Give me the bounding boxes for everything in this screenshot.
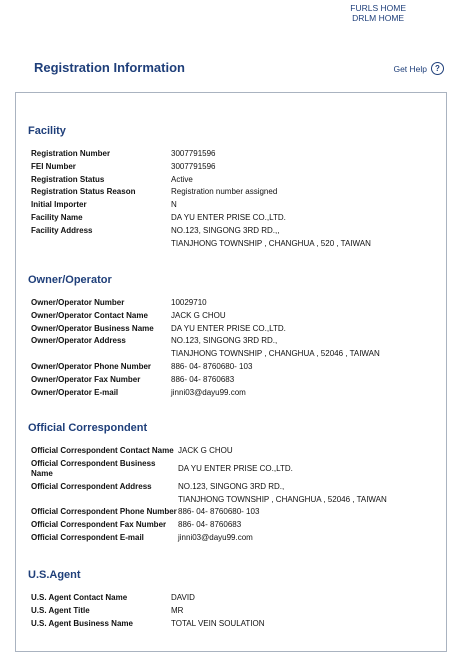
- furls-home-link[interactable]: FURLS HOME: [350, 3, 406, 13]
- get-help-label: Get Help: [393, 63, 427, 74]
- owner-operator-section: [28, 273, 448, 399]
- row-value: TIANJHONG TOWNSHIP , CHANGHUA , 52046 , TAIWAN: [171, 349, 380, 359]
- section-title: U.S.Agent: [28, 569, 81, 581]
- row-label: Official Correspondent Phone Number: [31, 507, 177, 517]
- table-row: [28, 310, 448, 323]
- row-label: Owner/Operator E-mail: [31, 387, 119, 397]
- table-row: [28, 506, 448, 519]
- table-row: [28, 186, 448, 199]
- row-label: [28, 348, 171, 361]
- row-label: Registration Status: [31, 174, 105, 184]
- row-label: Owner/Operator Address: [31, 336, 126, 346]
- table-row: [28, 481, 448, 494]
- row-value: 886- 04- 8760680- 103: [171, 361, 253, 371]
- table-row: [28, 445, 448, 458]
- table-row: [28, 174, 448, 187]
- question-circle-icon: ?: [431, 62, 444, 75]
- facility-section: [28, 124, 448, 250]
- row-label: Registration Number: [31, 149, 111, 158]
- facility-rows: [28, 148, 448, 250]
- top-links: [350, 3, 406, 23]
- table-row: [28, 519, 448, 532]
- row-value: DA YU ENTER PRISE CO.,LTD.: [171, 323, 286, 333]
- row-label: Registration Status Reason: [31, 187, 136, 197]
- row-value: N: [171, 200, 177, 210]
- row-label: Official Correspondent Address: [31, 481, 152, 491]
- row-value: TIANJHONG TOWNSHIP , CHANGHUA , 520 , TAIWAN: [171, 238, 371, 248]
- table-row: [28, 374, 448, 387]
- row-value: DAVID: [171, 593, 195, 602]
- row-label: [28, 238, 171, 251]
- drlm-home-link[interactable]: DRLM HOME: [352, 13, 405, 23]
- table-row: [28, 148, 448, 161]
- table-row: [28, 212, 448, 225]
- row-label: U.S. Agent Title: [31, 605, 90, 615]
- page-title: Registration Information: [34, 60, 185, 75]
- section-title: Owner/Operator: [28, 274, 112, 286]
- us-agent-section: [28, 568, 448, 630]
- table-row: [28, 348, 448, 361]
- get-help-link[interactable]: [393, 62, 444, 75]
- row-label: Facility Address: [31, 225, 93, 235]
- row-label: FEI Number: [31, 161, 76, 171]
- row-value: 3007791596: [171, 149, 216, 158]
- row-value: DA YU ENTER PRISE CO.,LTD.: [171, 212, 286, 222]
- official-correspondent-rows: [28, 445, 448, 545]
- row-value: 3007791596: [171, 161, 216, 171]
- row-label: Official Correspondent Fax Number: [31, 520, 167, 530]
- row-label: Official Correspondent Contact Name: [31, 446, 174, 455]
- table-row: [28, 532, 448, 545]
- row-value: 886- 04- 8760683: [171, 374, 235, 384]
- row-value: JACK G CHOU: [178, 446, 233, 455]
- table-row: [28, 361, 448, 374]
- us-agent-rows: [28, 592, 448, 630]
- row-label: Official Correspondent E-mail: [31, 532, 144, 542]
- row-value: DA YU ENTER PRISE CO.,LTD.: [178, 463, 293, 473]
- row-value: NO.123, SINGONG 3RD RD.,,: [171, 225, 280, 235]
- section-title: Official Correspondent: [28, 422, 148, 434]
- table-row: [28, 605, 448, 618]
- row-label: U.S. Agent Contact Name: [31, 593, 128, 602]
- row-value: TOTAL VEIN SOULATION: [171, 618, 265, 628]
- row-value: NO.123, SINGONG 3RD RD.,: [171, 336, 278, 346]
- row-value: jinni03@dayu99.com: [171, 387, 246, 397]
- row-value: JACK G CHOU: [171, 310, 226, 320]
- row-value: NO.123, SINGONG 3RD RD.,: [178, 481, 285, 491]
- table-row: [28, 459, 448, 479]
- table-row: [28, 238, 448, 251]
- row-label: Facility Name: [31, 212, 83, 222]
- row-label: [28, 494, 178, 507]
- table-row: [28, 592, 448, 605]
- row-label: Owner/Operator Contact Name: [31, 310, 148, 320]
- table-row: [28, 335, 448, 348]
- owner-operator-rows: [28, 297, 448, 399]
- table-row: [28, 494, 448, 507]
- row-label: Owner/Operator Number: [31, 298, 125, 307]
- table-row: [28, 618, 448, 631]
- row-label: Initial Importer: [31, 200, 87, 210]
- row-value: Registration number assigned: [171, 187, 278, 197]
- row-value: 10029710: [171, 298, 207, 307]
- table-row: [28, 225, 448, 238]
- table-row: [28, 323, 448, 336]
- official-correspondent-section: [28, 421, 448, 545]
- row-value: jinni03@dayu99.com: [178, 532, 253, 542]
- row-value: 886- 04- 8760680- 103: [178, 507, 260, 517]
- table-row: [28, 199, 448, 212]
- row-label: Owner/Operator Phone Number: [31, 361, 152, 371]
- row-label: U.S. Agent Business Name: [31, 618, 133, 628]
- table-row: [28, 297, 448, 310]
- row-label: Owner/Operator Business Name: [31, 323, 154, 333]
- row-label: Owner/Operator Fax Number: [31, 374, 141, 384]
- table-row: [28, 161, 448, 174]
- table-row: [28, 387, 448, 400]
- row-label: Official Correspondent Business Name: [31, 458, 156, 478]
- row-value: TIANJHONG TOWNSHIP , CHANGHUA , 52046 , TAIWAN: [178, 494, 387, 504]
- section-title: Facility: [28, 125, 66, 137]
- row-value: 886- 04- 8760683: [178, 520, 242, 530]
- row-value: Active: [171, 174, 193, 184]
- row-value: MR: [171, 605, 184, 615]
